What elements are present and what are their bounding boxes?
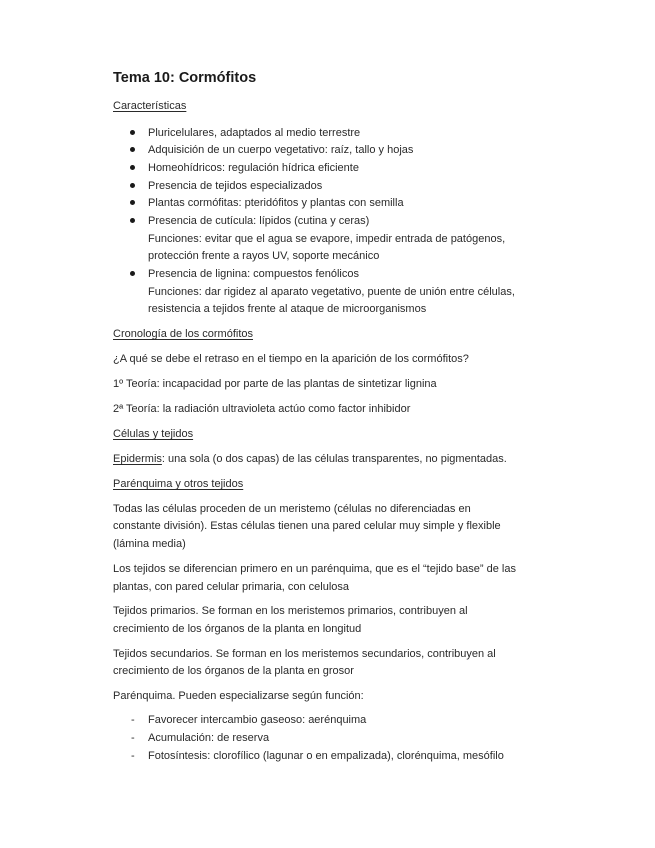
list-item-continuation: protección frente a rayos UV, soporte mecánico: [148, 250, 380, 262]
list-item: Presencia de lignina: compuestos fenólicos: [148, 268, 359, 280]
section-heading-celulas: Células y tejidos: [113, 428, 194, 440]
dash-list-item: Acumulación: de reserva: [148, 732, 270, 744]
section-heading-parenquima: Parénquima y otros tejidos: [113, 478, 244, 490]
page-title: Tema 10: Cormófitos: [113, 70, 257, 86]
bullet-dot: [130, 218, 135, 223]
list-item: Presencia de tejidos especializados: [148, 180, 323, 192]
cronologia-question: ¿A qué se debe el retraso en el tiempo en la aparición de los cormófitos?: [113, 353, 469, 365]
epidermis-text: : una sola (o dos capas) de las células transparentes, no pigmentadas.: [161, 453, 507, 465]
list-item-continuation: Funciones: dar rigidez al aparato vegetativo, puente de unión entre células,: [148, 286, 515, 298]
paragraph-line: Los tejidos se diferencian primero en un parénquima, que es el “tejido base” de las: [113, 563, 516, 575]
paragraph-line: Tejidos primarios. Se forman en los meristemos primarios, contribuyen al: [113, 605, 468, 617]
list-item-continuation: resistencia a tejidos frente al ataque de microorganismos: [148, 303, 427, 315]
dash-marker: -: [131, 732, 135, 744]
bullet-dot: [130, 147, 135, 152]
paragraph-line: crecimiento de los órganos de la planta en longitud: [113, 623, 362, 635]
section-heading-caracteristicas: Características: [113, 100, 187, 112]
bullet-dot: [130, 165, 135, 170]
paragraph-line: plantas, con pared celular primaria, con celulosa: [113, 581, 350, 593]
paragraph-line: (lámina media): [113, 538, 186, 550]
cronologia-teoria-2: 2ª Teoría: la radiación ultravioleta actúo como factor inhibidor: [113, 403, 411, 415]
bullet-dot: [130, 200, 135, 205]
list-item-continuation: Funciones: evitar que el agua se evapore, impedir entrada de patógenos,: [148, 233, 506, 245]
dash-marker: -: [131, 714, 135, 726]
bullet-dot: [130, 271, 135, 276]
list-item: Presencia de cutícula: lípidos (cutina y ceras): [148, 215, 370, 227]
paragraph-line: Todas las células proceden de un meristemo (células no diferenciadas en: [113, 503, 471, 515]
cronologia-teoria-1: 1º Teoría: incapacidad por parte de las plantas de sintetizar lignina: [113, 378, 437, 390]
list-item: Plantas cormófitas: pteridófitos y plantas con semilla: [148, 197, 404, 209]
dash-marker: -: [131, 750, 135, 762]
list-item: Pluricelulares, adaptados al medio terrestre: [148, 127, 361, 139]
paragraph-line: crecimiento de los órganos de la planta en grosor: [113, 665, 354, 677]
section-heading-cronologia: Cronología de los cormófitos: [113, 328, 254, 340]
list-item: Homeohídricos: regulación hídrica eficiente: [148, 162, 359, 174]
paragraph-line: Tejidos secundarios. Se forman en los meristemos secundarios, contribuyen al: [113, 648, 496, 660]
bullet-dot: [130, 130, 135, 135]
list-item: Adquisición de un cuerpo vegetativo: raíz, tallo y hojas: [148, 144, 414, 156]
epidermis-term: Epidermis: [113, 453, 162, 465]
dash-list-item: Favorecer intercambio gaseoso: aerénquima: [148, 714, 367, 726]
paragraph-line: constante división). Estas células tienen una pared celular muy simple y flexible: [113, 520, 501, 532]
paragraph-line: Parénquima. Pueden especializarse según función:: [113, 690, 364, 702]
bullet-dot: [130, 183, 135, 188]
dash-list-item: Fotosíntesis: clorofílico (lagunar o en empalizada), clorénquima, mesófilo: [148, 750, 504, 762]
epidermis-paragraph: [113, 452, 507, 466]
